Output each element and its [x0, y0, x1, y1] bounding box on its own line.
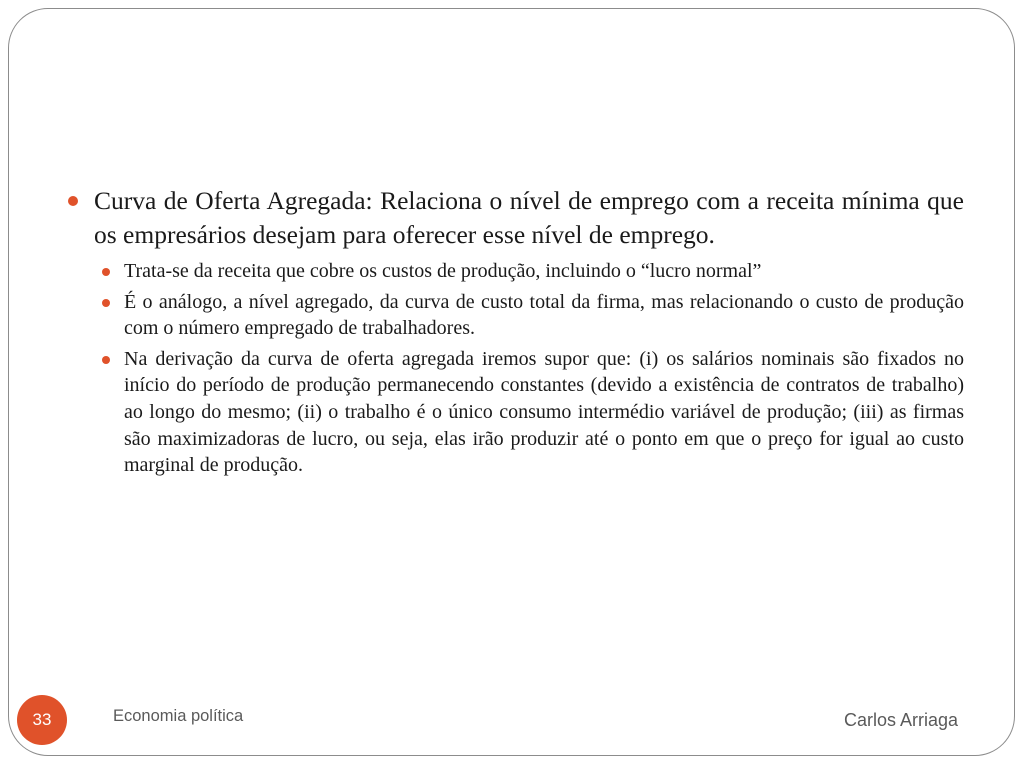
bullet-dot-icon: [102, 268, 110, 276]
sub-bullet-text: É o análogo, a nível agregado, da curva de custo total da firma, mas relacionando o custo de produção com o número empregado de trabalhadores.: [124, 290, 964, 340]
main-bullet: [66, 184, 964, 252]
sub-bullet: [66, 346, 964, 479]
bullet-dot-icon: [68, 196, 78, 206]
bullet-dot-icon: [102, 356, 110, 364]
footer-course: Economia política: [113, 707, 244, 725]
footer-author: Carlos Arriaga: [843, 710, 958, 730]
sub-bullet-text: Na derivação da curva de oferta agregada iremos supor que: (i) os salários nominais são fixados no início do período de produção permanecendo constantes (devido a existência de contratos de trabalho) ao longo do mesmo; (ii) o trabalho é o único consumo intermédio variável de produção; (iii) as firmas são maximizadoras de lucro, ou seja, elas irão produzir até o ponto em que o preço for igual ao custo marginal de produção.: [124, 347, 964, 477]
main-bullet-text: Curva de Oferta Agregada: Relaciona o nível de emprego com a receita mínima que os empresários desejam para oferecer esse nível de emprego.: [94, 186, 964, 249]
page-number-badge: 33: [17, 695, 67, 745]
sub-bullet-text: Trata-se da receita que cobre os custos de produção, incluindo o “lucro normal”: [124, 260, 762, 282]
sub-bullet: [66, 289, 964, 342]
slide-content: [66, 184, 964, 483]
sub-bullet-list: [66, 258, 964, 479]
bullet-dot-icon: [102, 299, 110, 307]
sub-bullet: [66, 258, 964, 285]
